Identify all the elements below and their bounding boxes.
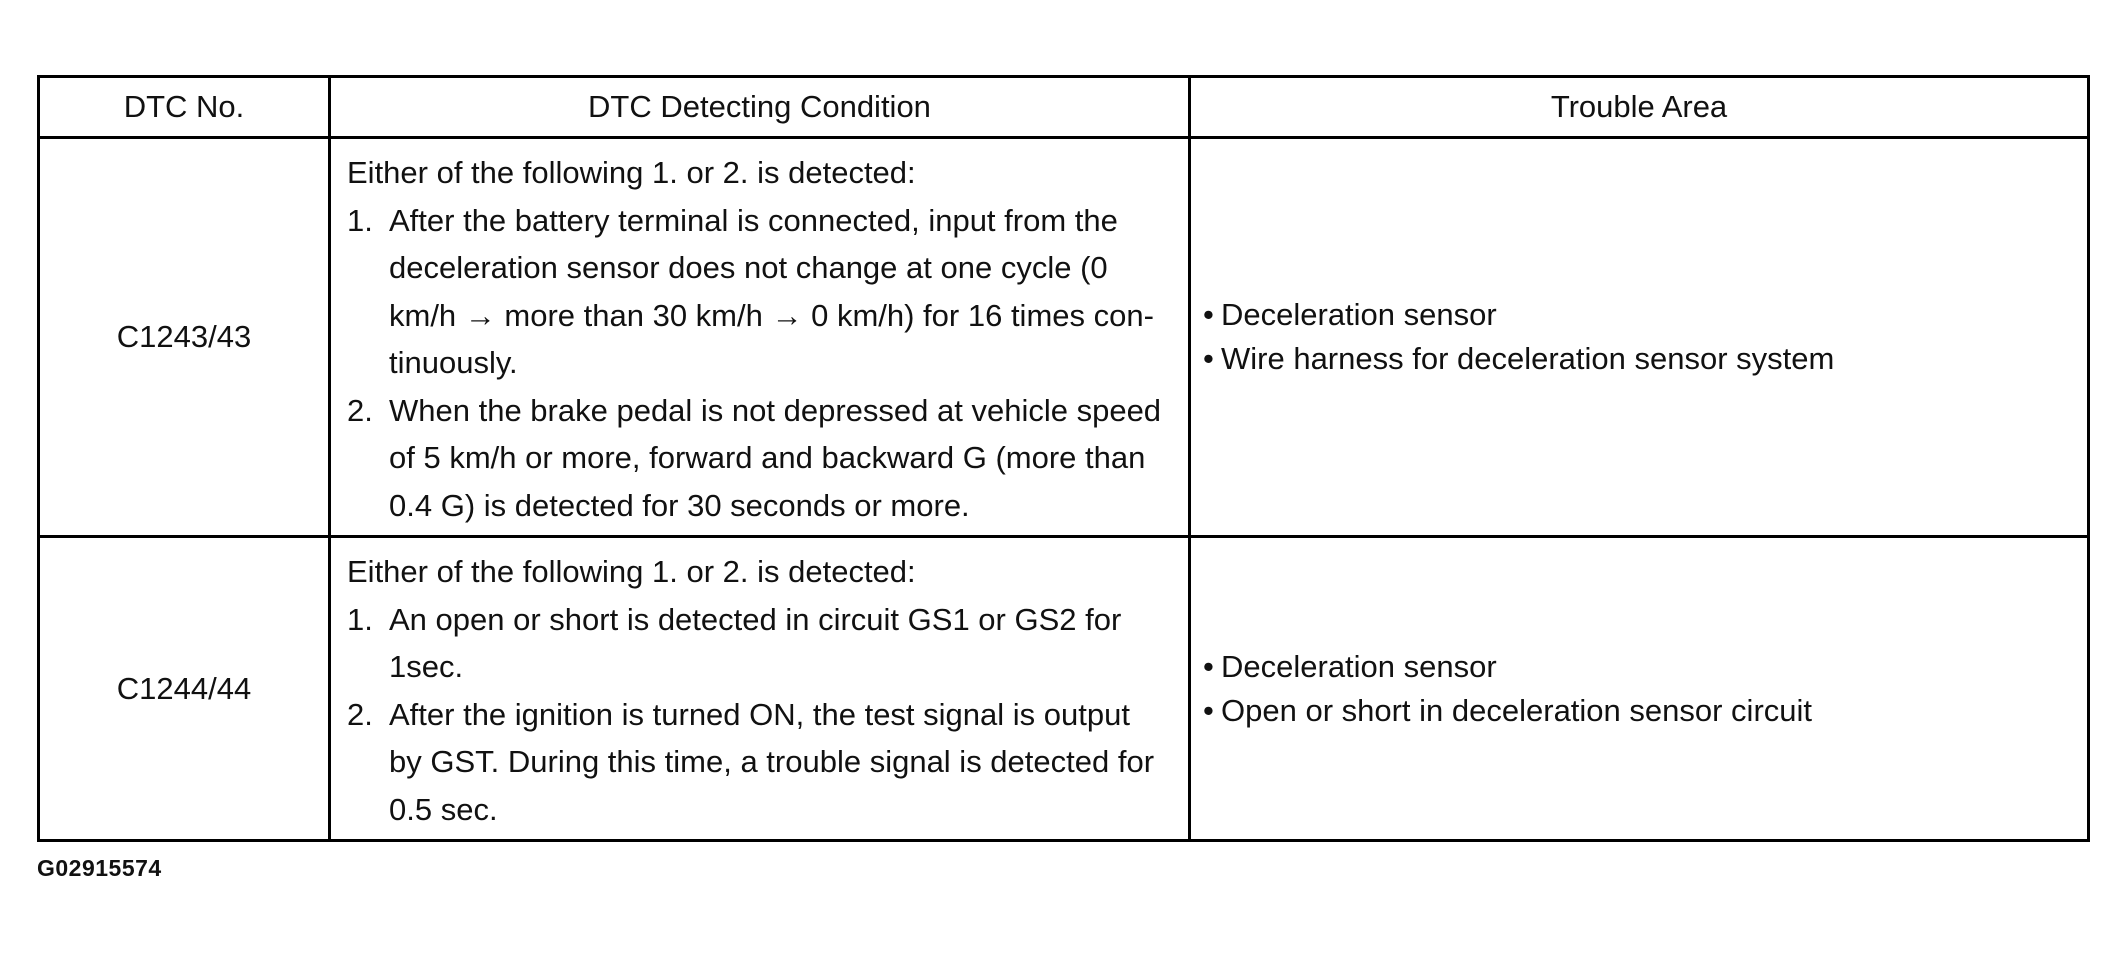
condition-number: 2. <box>347 392 373 428</box>
detecting-condition <box>330 537 1190 841</box>
trouble-area <box>1190 138 2089 537</box>
condition-item <box>347 387 1168 530</box>
trouble-area-list <box>1203 645 2077 733</box>
condition-item <box>347 596 1168 691</box>
trouble-area <box>1190 537 2089 841</box>
table-row <box>39 138 2089 537</box>
header-trouble-area: Trouble Area <box>1190 77 2089 138</box>
trouble-area-list <box>1203 293 2077 381</box>
condition-list <box>347 596 1168 834</box>
condition-text: After the ignition is turned ON, the test signal is output by GST. During this time, a trouble signal is detected for 0.5 sec. <box>389 696 1155 827</box>
dtc-code: C1243/43 <box>39 138 330 537</box>
figure-id: G02915574 <box>37 855 162 881</box>
header-dtc-no: DTC No. <box>39 77 330 138</box>
condition-number: 1. <box>347 601 373 637</box>
trouble-area-item <box>1203 689 2077 733</box>
header-detecting-condition: DTC Detecting Condition <box>330 77 1190 138</box>
condition-item <box>347 691 1168 834</box>
bullet-icon: • <box>1203 692 1214 728</box>
condition-text: When the brake pedal is not depressed at vehicle speed of 5 km/h or more, forward and backward G (more than 0.4 G) is detected for 30 seconds or more. <box>389 392 1162 523</box>
bullet-icon: • <box>1203 341 1214 376</box>
header-row <box>39 77 2089 138</box>
trouble-area-text: Open or short in deceleration sensor circuit <box>1221 692 1813 728</box>
trouble-area-item <box>1203 293 2077 337</box>
condition-item <box>347 197 1168 387</box>
bullet-icon: • <box>1203 648 1214 684</box>
trouble-area-text: Deceleration sensor <box>1221 297 1497 332</box>
bullet-icon: • <box>1203 297 1214 332</box>
trouble-area-text: Deceleration sensor <box>1221 648 1497 684</box>
dtc-code: C1244/44 <box>39 537 330 841</box>
condition-number: 1. <box>347 202 373 238</box>
condition-list <box>347 197 1168 530</box>
detecting-condition <box>330 138 1190 537</box>
condition-text: After the battery terminal is connected, input from the deceleration sensor does not change at one cycle (0 km/h → more than 30 km/h → 0 km/h) for 16 times continuously. <box>389 202 1154 380</box>
condition-number: 2. <box>347 696 373 732</box>
trouble-area-item <box>1203 645 2077 689</box>
condition-intro: Either of the following 1. or 2. is detected: <box>347 155 916 190</box>
dtc-table <box>37 75 2090 842</box>
trouble-area-item <box>1203 337 2077 381</box>
condition-intro: Either of the following 1. or 2. is detected: <box>347 554 916 589</box>
trouble-area-text: Wire harness for deceleration sensor system <box>1221 341 1835 376</box>
table-row <box>39 537 2089 841</box>
condition-text: An open or short is detected in circuit GS1 or GS2 for 1sec. <box>389 601 1122 684</box>
